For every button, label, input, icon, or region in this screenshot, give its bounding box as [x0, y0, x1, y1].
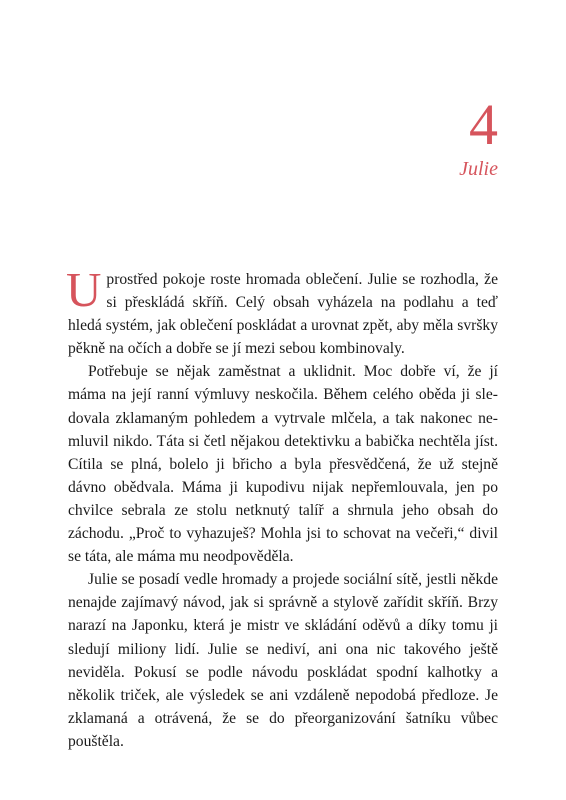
drop-cap: U [66, 262, 102, 317]
chapter-title: Julie [459, 158, 498, 180]
chapter-heading [459, 92, 498, 181]
paragraph [66, 262, 498, 360]
chapter-body [66, 262, 498, 753]
paragraph: Potřebuje se nějak zaměstnat a uklidnit. Moc dobře ví, že jí máma na její ranní výmluvy neskočila. Během celého oběda ji sledovala zklamaným pohledem a vytrvale mlčela, a tak nakonec nemluvil nikdo. Táta si četl nějakou detektivku a babička nechtěla jíst. Cítila se plná, bolelo ji břicho a byla přesvědčená, že už stejně dávno obědvala. Máma ji kupodivu nijak nepřemlouvala, jen po chvilce sebrala ze stolu netknutý talíř a shrnula jeho obsah do záchodu. „Proč to vyhazuješ? Mohla jsi to schovat na večeři,“ divil se táta, ale máma mu neodpověděla. [68, 363, 498, 566]
paragraph-text: prostřed pokoje roste hromada oblečení. Julie se rozhodla, že si přeskládá skříň. Celý obsah vyházela na podlahu a teď hledá systém, jak oblečení poskládat a urovnat zpět, aby měla svršky pěkně na očích a dobře se jí mezi sebou kombinovaly. [68, 271, 498, 358]
chapter-number: 4 [469, 92, 498, 157]
paragraph: Julie se posadí vedle hromady a projede sociální sítě, jestli někde nenajde zajímavý návod, jak si správně a stylově zařídit skříň. Brzy narazí na Japonku, která je mistr ve skládání oděvů a díky tomu ji sledují miliony lidí. Julie se nediví, ani ona nic takového ještě neviděla. Pokusí se podle návodu poskládat spodní kalhotky a několik triček, ale výsledek se ani vzdáleně nepodobá předloze. Je zklamaná a otrávená, že se do přeorganizování šatníku vůbec pouštěla. [68, 571, 498, 750]
